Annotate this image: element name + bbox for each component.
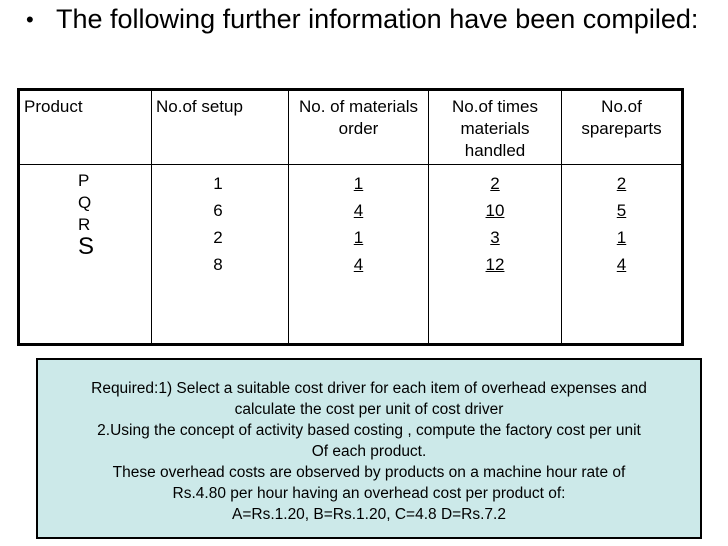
handled-value: 3 (490, 228, 500, 247)
table-row (20, 165, 682, 344)
orders-value: 4 (353, 201, 364, 220)
setup-value: 6 (213, 201, 223, 220)
orders-value: 4 (353, 255, 364, 274)
heading-text: The following further information have been compiled: (56, 4, 699, 34)
data-table (19, 90, 682, 344)
header-spareparts: No.of spareparts (562, 91, 682, 165)
spares-value: 1 (616, 228, 627, 247)
handled-value: 12 (485, 255, 505, 274)
handled-cell (429, 165, 562, 344)
product-name: R (78, 215, 91, 234)
data-table-container (17, 88, 684, 346)
heading (26, 4, 716, 35)
required-line: 2.Using the concept of activity based costing , compute the factory cost per unit (97, 422, 641, 439)
setup-value: 1 (213, 174, 223, 193)
handled-value: 2 (490, 174, 500, 193)
setup-cell (152, 165, 289, 344)
product-cell (20, 165, 152, 344)
spares-value: 4 (616, 255, 627, 274)
product-name: P (78, 171, 90, 190)
setup-value: 2 (213, 228, 223, 247)
required-line: Rs.4.80 per hour having an overhead cost per product of: (172, 485, 566, 502)
setup-value: 8 (213, 255, 223, 274)
header-materials-order: No. of materials order (289, 91, 429, 165)
orders-value: 1 (353, 228, 364, 247)
orders-cell (289, 165, 429, 344)
header-setup: No.of setup (152, 91, 289, 165)
required-line: calculate the cost per unit of cost driver (234, 401, 504, 418)
orders-value: 1 (353, 174, 364, 193)
header-times-handled: No.of times materials handled (429, 91, 562, 165)
table-header-row (20, 91, 682, 165)
product-name: S (78, 233, 95, 260)
spares-value: 2 (616, 174, 627, 193)
required-box (36, 358, 702, 539)
handled-value: 10 (485, 201, 505, 220)
spares-value: 5 (616, 201, 627, 220)
required-line: Of each product. (311, 443, 427, 460)
product-name: Q (78, 193, 92, 212)
header-product: Product (20, 91, 152, 165)
required-line: Required:1) Select a suitable cost driver for each item of overhead expenses and (91, 380, 647, 397)
spares-cell (562, 165, 682, 344)
required-line: These overhead costs are observed by products on a machine hour rate of (112, 464, 626, 481)
required-line: A=Rs.1.20, B=Rs.1.20, C=4.8 D=Rs.7.2 (232, 506, 506, 523)
bullet-icon: • (26, 7, 34, 32)
